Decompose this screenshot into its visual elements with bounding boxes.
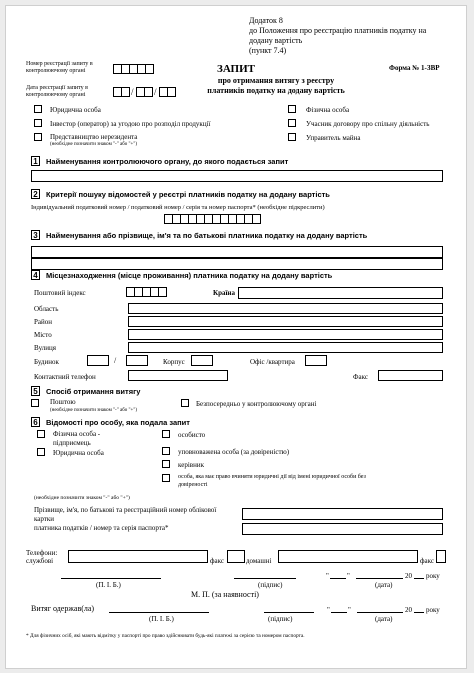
- section-1-title: Найменування контролюючого органу, до якого подається запит: [46, 157, 289, 166]
- other-person-label-2: довіреності: [178, 482, 208, 488]
- date-quote-open-1: ": [326, 572, 329, 580]
- district-label: Район: [34, 318, 52, 326]
- date-caption-1: (дата): [375, 581, 393, 589]
- date-year-label-2: року: [426, 606, 440, 614]
- other-person-checkbox[interactable]: [162, 474, 170, 482]
- personally-label: особисто: [178, 431, 206, 439]
- section-5-title: Спосіб отримання витягу: [46, 387, 141, 396]
- other-person-label-1: особа, яка має право вчиняти юридичні дії від імені юридичної особи без: [178, 474, 366, 480]
- pib-caption-2: (П. І. Б.): [149, 615, 174, 623]
- by-post-label: Поштою: [50, 398, 76, 406]
- requester-legal-entity-label: Юридична особа: [53, 449, 104, 457]
- region-field[interactable]: [128, 303, 443, 314]
- property-manager-label: Управитель майна: [306, 134, 361, 142]
- head-label: керівник: [178, 461, 204, 469]
- section-3-title: Найменування або прізвище, ім'я та по батькові платника податку на додану вартість: [46, 231, 368, 240]
- individual-entrepreneur-label-2: підприємець: [53, 439, 91, 447]
- in-person-checkbox[interactable]: [181, 399, 189, 407]
- phone-field[interactable]: [128, 370, 228, 381]
- legal-entity-label: Юридична особа: [50, 106, 101, 114]
- date-year-prefix-2: 20: [405, 606, 412, 614]
- requester-passport-field[interactable]: [242, 523, 443, 535]
- office-field[interactable]: [305, 355, 327, 366]
- date-year-label-1: року: [426, 572, 440, 580]
- by-post-checkbox[interactable]: [31, 399, 39, 407]
- reg-date-year[interactable]: [159, 87, 175, 97]
- phones-label-2: службові: [26, 557, 54, 565]
- pib-line-2[interactable]: [109, 612, 209, 613]
- building-field[interactable]: [87, 355, 109, 366]
- stamp-label: М. П. (за наявності): [191, 590, 259, 599]
- date-caption-2: (дата): [375, 615, 393, 623]
- section-6-title: Відомості про особу, яка подала запит: [46, 418, 190, 427]
- work-fax-field[interactable]: [227, 550, 245, 563]
- section-4-number: 4: [31, 270, 40, 280]
- fax-label: Факс: [353, 373, 368, 381]
- date-year-line-2[interactable]: [414, 612, 424, 613]
- date-day-line-1[interactable]: [330, 578, 346, 579]
- physical-person-label: Фізична особа: [306, 106, 350, 114]
- requester-pib-label-3: платника податків / номер та серія паспорта*: [34, 524, 169, 532]
- street-field[interactable]: [128, 342, 443, 353]
- section-2-number: 2: [31, 189, 40, 199]
- reg-date-label: Дата реєстрації запиту в контролюючому органі: [26, 85, 89, 98]
- section-4-title: Місцезнаходження (місце проживання) платника податку на додану вартість: [46, 271, 333, 280]
- pib-line-1[interactable]: [61, 578, 161, 579]
- country-field[interactable]: [238, 287, 443, 299]
- nonresident-label: Представництво нерезидента: [50, 133, 138, 141]
- form-page: [5, 5, 467, 669]
- in-person-label: Безпосередньо у контролюючому органі: [196, 400, 317, 408]
- requester-legal-entity-checkbox[interactable]: [37, 448, 45, 456]
- reg-date-month[interactable]: [136, 87, 152, 97]
- city-label: Місто: [34, 331, 52, 339]
- phones-label-1: Телефони:: [26, 549, 58, 557]
- appendix-line-2: до Положення про реєстрацію платників податку на: [249, 26, 427, 35]
- nonresident-checkbox[interactable]: [34, 133, 42, 141]
- date-quote-close-1: ": [347, 572, 350, 580]
- postal-code-cells[interactable]: [126, 287, 166, 297]
- appendix-line-1: Додаток 8: [249, 16, 283, 25]
- requester-pib-field[interactable]: [242, 508, 443, 520]
- office-label: Офіс /квартира: [250, 358, 295, 366]
- by-post-note: (необхідне позначити знаком "-" або "+"): [50, 408, 138, 413]
- reg-date-day[interactable]: [113, 87, 129, 97]
- street-label: Вулиця: [34, 344, 56, 352]
- individual-entrepreneur-label-1: Фізична особа -: [53, 430, 101, 438]
- payer-name-field-2[interactable]: [31, 258, 443, 270]
- date-quote-open-2: ": [327, 606, 330, 614]
- legal-entity-checkbox[interactable]: [34, 105, 42, 113]
- home-phone-label: домашні: [246, 557, 272, 565]
- personally-checkbox[interactable]: [162, 430, 170, 438]
- home-fax-label: факс: [420, 557, 434, 565]
- date-quote-close-2: ": [348, 606, 351, 614]
- authorized-person-checkbox[interactable]: [162, 447, 170, 455]
- work-phone-field[interactable]: [68, 550, 208, 563]
- form-number: Форма № 1-ЗВР: [389, 64, 440, 72]
- date-year-prefix-1: 20: [405, 572, 412, 580]
- controlling-authority-field[interactable]: [31, 170, 443, 182]
- investor-checkbox[interactable]: [34, 119, 42, 127]
- pib-caption-1: (П. І. Б.): [96, 581, 121, 589]
- sign-caption-1: (підпис): [258, 581, 283, 589]
- ipn-label: Індивідуальний податковий номер / податковий номер / серія та номер паспорта* (необхідне підкреслити): [31, 204, 325, 211]
- form-title: ЗАПИТ: [217, 63, 255, 75]
- reg-number-label: Номер реєстрації запиту в контролюючому органі: [26, 61, 93, 74]
- date-month-line-2[interactable]: [357, 612, 403, 613]
- date-day-line-2[interactable]: [331, 612, 347, 613]
- reg-date-slash-1: /: [131, 87, 134, 97]
- city-field[interactable]: [128, 329, 443, 340]
- property-manager-checkbox[interactable]: [288, 133, 296, 141]
- sign-caption-2: (підпис): [268, 615, 293, 623]
- country-label: Країна: [213, 289, 235, 297]
- home-fax-field[interactable]: [436, 550, 446, 563]
- home-phone-field[interactable]: [278, 550, 418, 563]
- section-1-number: 1: [31, 156, 40, 166]
- date-month-line-1[interactable]: [356, 578, 403, 579]
- received-by-label: Витяг одержав(ла): [31, 604, 95, 613]
- section-6-number: 6: [31, 417, 40, 427]
- date-year-line-1[interactable]: [414, 578, 424, 579]
- work-fax-label: факс: [210, 557, 224, 565]
- korpus-label: Корпус: [163, 358, 185, 366]
- form-subtitle-1: про отримання витягу з реєстру: [217, 76, 335, 85]
- requester-pib-label-2: картки: [34, 515, 55, 523]
- individual-entrepreneur-checkbox[interactable]: [37, 430, 45, 438]
- section-2-title: Критерії пошуку відомостей у реєстрі платників податку на додану вартість: [46, 190, 330, 199]
- reg-number-cells[interactable]: [113, 64, 153, 74]
- ipn-cells[interactable]: [164, 214, 260, 224]
- sign-line-1[interactable]: [234, 578, 296, 579]
- nonresident-note: (необхідне позначити знаком "-" або "+"): [50, 142, 138, 147]
- region-label: Область: [34, 305, 59, 313]
- investor-label: Інвестор (оператор) за угодою про розподіл продукції: [50, 120, 211, 128]
- fax-field[interactable]: [378, 370, 443, 381]
- reg-date-slash-2: /: [154, 87, 157, 97]
- payer-name-field-1[interactable]: [31, 246, 443, 258]
- building-label: Будинок: [34, 358, 59, 366]
- phone-label: Контактний телефон: [34, 373, 96, 381]
- korpus-field[interactable]: [191, 355, 213, 366]
- joint-activity-checkbox[interactable]: [288, 119, 296, 127]
- postal-code-label: Поштовий індекс: [34, 289, 86, 297]
- district-field[interactable]: [128, 316, 443, 327]
- head-checkbox[interactable]: [162, 460, 170, 468]
- physical-person-checkbox[interactable]: [288, 105, 296, 113]
- building-suffix-field[interactable]: [126, 355, 148, 366]
- sign-line-2[interactable]: [264, 612, 314, 613]
- requester-note: (необхідне позначити знаком "-" або "+"): [34, 495, 130, 501]
- building-slash: /: [114, 356, 117, 365]
- appendix-line-4: (пункт 7.4): [249, 46, 287, 55]
- section-3-number: 3: [31, 230, 40, 240]
- section-5-number: 5: [31, 386, 40, 396]
- requester-pib-label-1: Прізвище, ім'я, по батькові та реєстраційний номер облікової: [34, 506, 217, 514]
- footnote: * Для фізичних осіб, які мають відмітку у паспорті про право здійснювати будь-які платежі за серією та номером паспорта.: [26, 633, 305, 639]
- appendix-line-3: додану вартість: [249, 36, 303, 45]
- authorized-person-label: уповноважена особа (за довіреністю): [178, 448, 290, 456]
- joint-activity-label: Учасник договору про спільну діяльність: [306, 120, 430, 128]
- form-subtitle-2: платників податку на додану вартість: [207, 86, 345, 95]
